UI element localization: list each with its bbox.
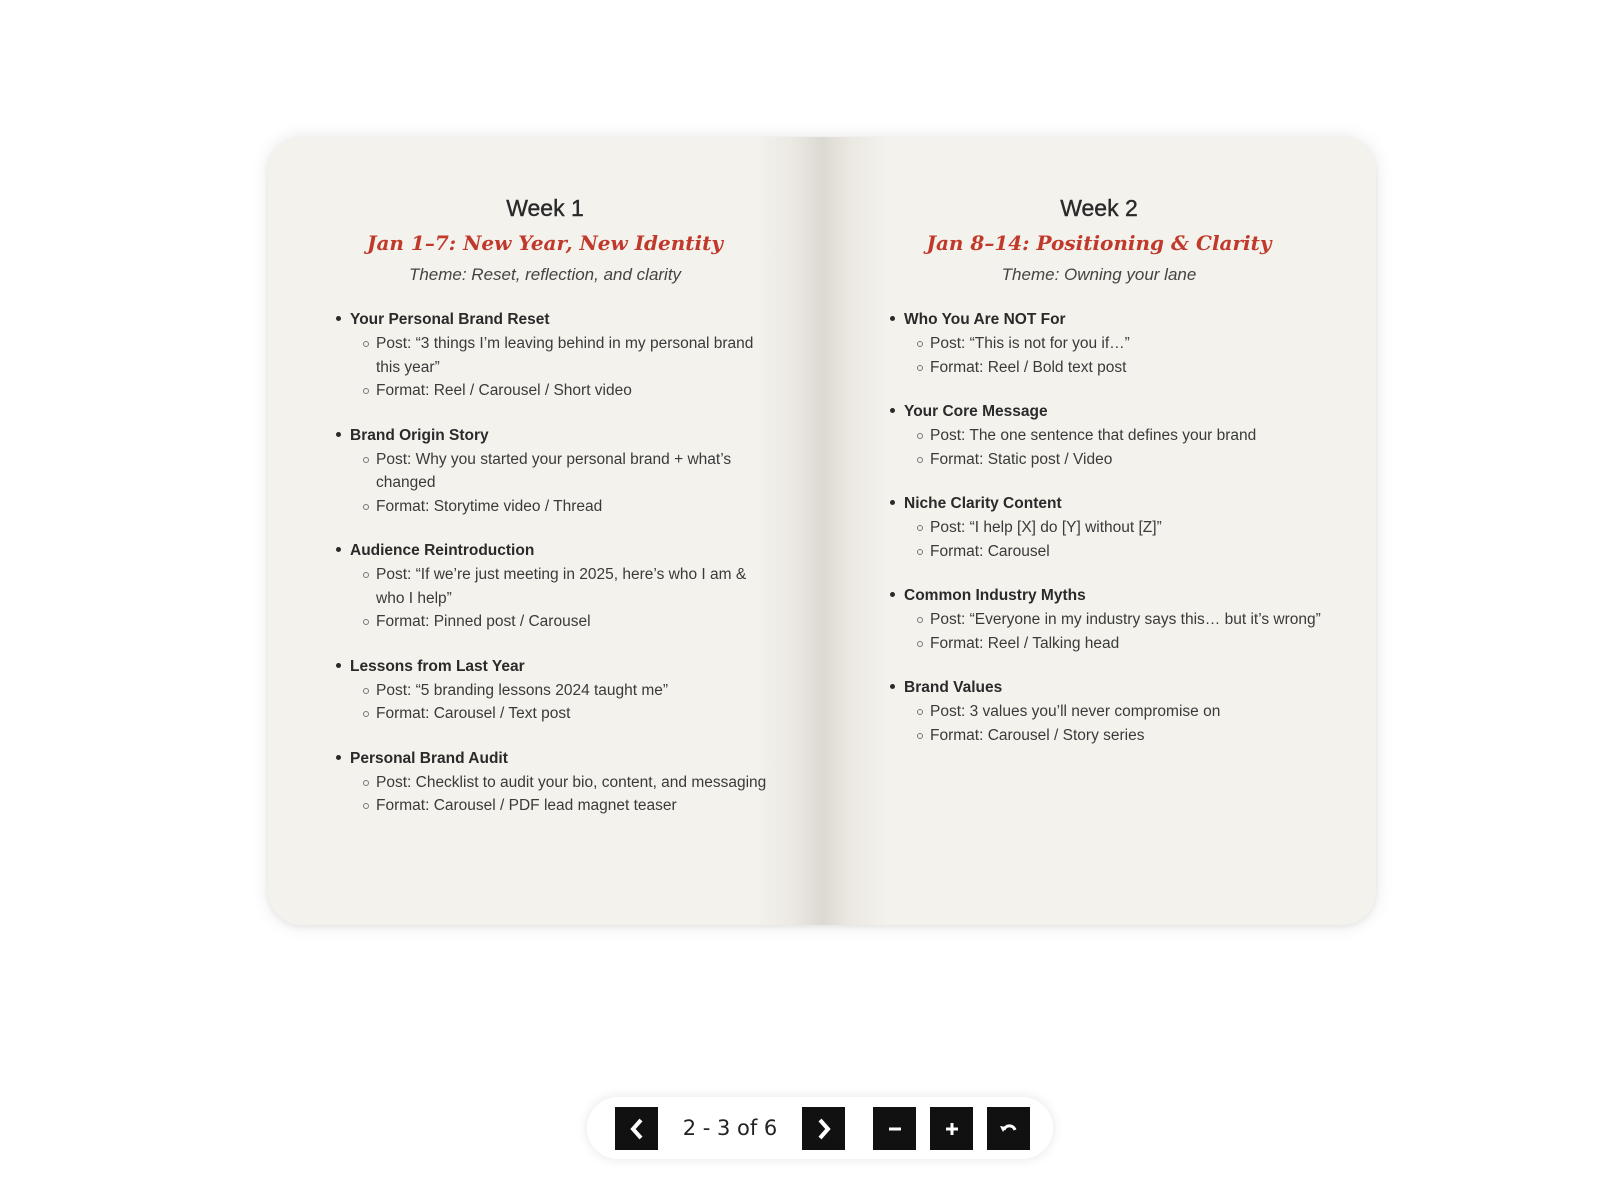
item-details <box>904 608 1330 655</box>
left-page[interactable] <box>268 137 822 925</box>
item-title: Brand Values <box>904 679 1003 696</box>
item-post <box>376 563 776 610</box>
item-post-text: Post: “If we’re just meeting in 2025, here’s who I am & who I help” <box>376 566 747 607</box>
page-header <box>822 137 1376 286</box>
previous-page-button[interactable] <box>615 1107 658 1150</box>
item-post-text: Post: 3 values you’ll never compromise on <box>930 703 1221 720</box>
item-title: Common Industry Myths <box>904 587 1086 604</box>
item-format-text: Format: Carousel <box>930 542 1050 560</box>
list-item <box>890 492 1330 563</box>
week-title: Week 1 <box>506 195 584 221</box>
item-format <box>930 724 1330 748</box>
item-format <box>376 379 776 403</box>
item-title: Personal Brand Audit <box>350 749 508 767</box>
item-details <box>350 679 776 726</box>
circle-bullet-icon <box>917 365 923 371</box>
week-date-range-title: Jan 1–7: New Year, New Identity <box>366 231 723 255</box>
item-details <box>350 771 776 818</box>
item-format <box>376 702 776 726</box>
item-details <box>904 516 1330 563</box>
list-item <box>890 584 1330 655</box>
list-item <box>336 308 776 403</box>
item-post <box>930 608 1330 632</box>
circle-bullet-icon <box>917 457 923 463</box>
circle-bullet-icon <box>363 803 369 809</box>
circle-bullet-icon <box>917 433 923 439</box>
week-theme: Theme: Reset, reflection, and clarity <box>408 265 682 284</box>
item-title: Niche Clarity Content <box>904 495 1062 512</box>
item-format <box>376 610 776 634</box>
list-item <box>336 539 776 634</box>
item-post <box>376 332 776 379</box>
week-theme: Theme: Owning your lane <box>1001 265 1197 284</box>
list-item <box>336 655 776 726</box>
item-post <box>376 771 776 795</box>
circle-bullet-icon <box>363 504 369 510</box>
bullet-icon <box>890 408 895 413</box>
circle-bullet-icon <box>363 388 369 394</box>
bullet-icon <box>890 316 895 321</box>
item-details <box>904 424 1330 471</box>
item-format-text: Format: Reel / Talking head <box>930 634 1120 652</box>
circle-bullet-icon <box>917 341 923 347</box>
item-post-text: Post: The one sentence that defines your brand <box>930 427 1257 444</box>
content-list <box>268 308 776 818</box>
item-post-text: Post: “5 branding lessons 2024 taught me” <box>376 681 669 699</box>
page-header <box>268 137 822 286</box>
item-format-text: Format: Reel / Carousel / Short video <box>376 382 632 399</box>
bullet-icon <box>336 547 341 552</box>
item-format <box>930 356 1330 380</box>
item-details <box>350 448 776 519</box>
item-post-text: Post: “3 things I’m leaving behind in my personal brand this year” <box>376 335 754 376</box>
item-details <box>350 332 776 403</box>
item-title: Your Core Message <box>904 403 1048 420</box>
circle-bullet-icon <box>363 457 369 463</box>
item-format-text: Format: Pinned post / Carousel <box>376 613 591 630</box>
circle-bullet-icon <box>363 619 369 625</box>
item-format-text: Format: Reel / Bold text post <box>930 358 1127 376</box>
circle-bullet-icon <box>917 617 923 623</box>
item-post <box>930 332 1330 356</box>
item-format <box>376 794 776 818</box>
book-spread <box>268 137 1376 925</box>
circle-bullet-icon <box>917 641 923 647</box>
bullet-icon <box>890 684 895 689</box>
circle-bullet-icon <box>363 341 369 347</box>
item-format <box>930 632 1330 656</box>
item-post <box>930 700 1330 724</box>
item-post-text: Post: “I help [X] do [Y] without [Z]” <box>930 519 1162 536</box>
item-format-text: Format: Carousel / Text post <box>376 705 571 722</box>
bullet-icon <box>336 432 341 437</box>
item-title: Who You Are NOT For <box>904 311 1066 328</box>
circle-bullet-icon <box>917 733 923 739</box>
bullet-icon <box>336 663 341 668</box>
week-title: Week 2 <box>1060 195 1138 221</box>
bullet-icon <box>336 755 341 760</box>
zoom-out-button[interactable] <box>873 1107 916 1150</box>
item-format-text: Format: Static post / Video <box>930 450 1113 468</box>
item-title: Lessons from Last Year <box>350 657 525 675</box>
item-details <box>350 563 776 634</box>
item-post <box>930 516 1330 540</box>
bullet-icon <box>890 592 895 597</box>
item-post-text: Post: Checklist to audit your bio, content, and messaging <box>376 773 767 791</box>
list-item <box>336 747 776 818</box>
content-list <box>822 308 1330 747</box>
item-post <box>930 424 1330 448</box>
item-details <box>904 700 1330 747</box>
chevron-right-icon <box>815 1118 833 1140</box>
reset-zoom-button[interactable] <box>987 1107 1030 1150</box>
undo-icon <box>999 1121 1019 1137</box>
item-format-text: Format: Carousel / Story series <box>930 726 1145 744</box>
circle-bullet-icon <box>917 549 923 555</box>
list-item <box>336 424 776 519</box>
circle-bullet-icon <box>917 709 923 715</box>
item-format-text: Format: Carousel / PDF lead magnet teaser <box>376 797 677 814</box>
page-indicator: 2 - 3 of 6 <box>682 1116 778 1140</box>
item-post <box>376 448 776 495</box>
week-date-range-title: Jan 8–14: Positioning & Clarity <box>926 231 1272 255</box>
item-format <box>376 495 776 519</box>
bullet-icon <box>336 316 341 321</box>
zoom-in-button[interactable] <box>930 1107 973 1150</box>
item-format <box>930 448 1330 472</box>
circle-bullet-icon <box>363 780 369 786</box>
circle-bullet-icon <box>363 688 369 694</box>
item-post-text: Post: “Everyone in my industry says this… but it’s wrong” <box>930 611 1321 628</box>
item-format-text: Format: Storytime video / Thread <box>376 497 603 515</box>
item-details <box>904 332 1330 379</box>
circle-bullet-icon <box>917 525 923 531</box>
chevron-left-icon <box>628 1118 646 1140</box>
item-post-text: Post: “This is not for you if…” <box>930 335 1130 352</box>
item-title: Brand Origin Story <box>350 426 489 444</box>
right-page[interactable] <box>822 137 1376 925</box>
item-post-text: Post: Why you started your personal brand + what’s changed <box>376 450 732 491</box>
minus-icon <box>887 1121 903 1137</box>
list-item <box>890 308 1330 379</box>
next-page-button[interactable] <box>802 1107 845 1150</box>
circle-bullet-icon <box>363 572 369 578</box>
list-item <box>890 400 1330 471</box>
item-format <box>930 540 1330 564</box>
viewer-toolbar <box>587 1097 1053 1159</box>
circle-bullet-icon <box>363 711 369 717</box>
bullet-icon <box>890 500 895 505</box>
plus-icon <box>944 1121 960 1137</box>
item-title: Audience Reintroduction <box>350 542 535 559</box>
item-title: Your Personal Brand Reset <box>350 311 550 328</box>
item-post <box>376 679 776 703</box>
list-item <box>890 676 1330 747</box>
